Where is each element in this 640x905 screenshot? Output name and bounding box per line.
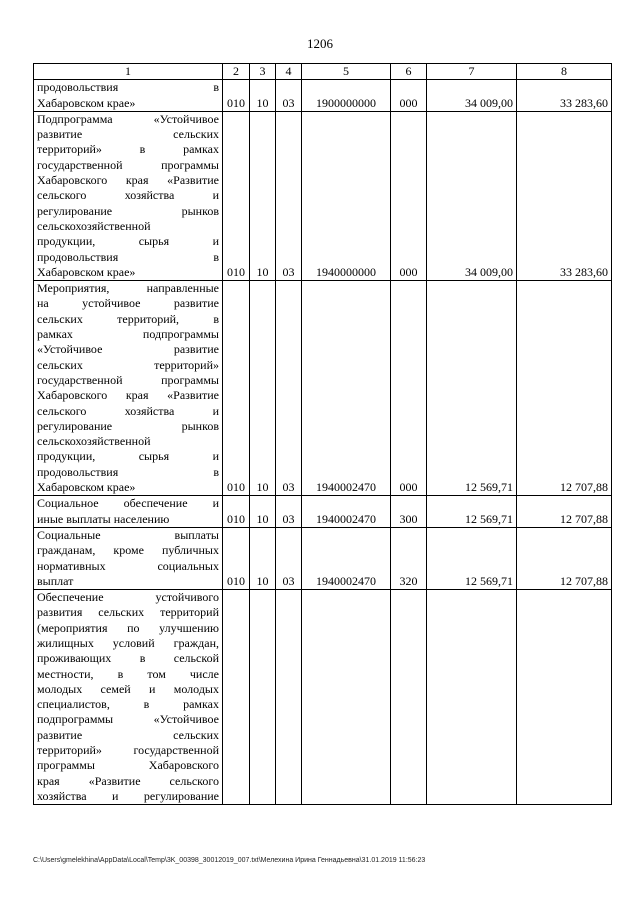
- row-name-cell: [34, 496, 223, 528]
- cell-col5: 1940002470: [302, 527, 391, 589]
- row-name-line: Социальное обеспечение и: [37, 496, 219, 511]
- row-name-line: сельскохозяйственной: [37, 434, 151, 449]
- row-name-line: государственной программы: [37, 157, 219, 172]
- row-name-line: выплат: [37, 573, 74, 588]
- row-name-line: продовольствия в: [37, 464, 219, 479]
- row-name-line: регулирование рынков: [37, 203, 219, 218]
- row-name-line: Хабаровского края «Развитие: [37, 173, 219, 188]
- row-name-line: территорий» в рамках: [37, 142, 219, 157]
- row-name-line: подпрограммы «Устойчивое: [37, 712, 219, 727]
- empty-cell: [250, 590, 276, 805]
- cell-col4: 03: [276, 111, 302, 280]
- cell-col4: 03: [276, 281, 302, 496]
- cell-col5: 1940000000: [302, 111, 391, 280]
- row-name-line: сельских территорий»: [37, 357, 219, 372]
- cell-col6: 320: [391, 527, 427, 589]
- cell-col3: 10: [250, 80, 276, 112]
- cell-col7: 34 009,00: [427, 80, 517, 112]
- row-name-line: Хабаровском крае»: [37, 480, 136, 495]
- table-row-continued: [34, 590, 612, 805]
- cell-col6: 000: [391, 281, 427, 496]
- row-name-line: Хабаровском крае»: [37, 264, 136, 279]
- cell-col7: 12 569,71: [427, 496, 517, 528]
- table-row: [34, 111, 612, 280]
- table-row: [34, 496, 612, 528]
- row-name-line: развития сельских территорий: [37, 605, 219, 620]
- row-name-line: продукции, сырья и: [37, 449, 219, 464]
- header-col-8: 8: [517, 64, 612, 80]
- cell-col8: 33 283,60: [517, 111, 612, 280]
- row-name-line: сельскохозяйственной: [37, 218, 151, 233]
- header-col-3: 3: [250, 64, 276, 80]
- cell-col3: 10: [250, 111, 276, 280]
- cell-col8: 12 707,88: [517, 281, 612, 496]
- header-row: [34, 64, 612, 80]
- empty-cell: [427, 590, 517, 805]
- row-name-line: Социальные выплаты: [37, 527, 219, 542]
- cell-col8: 12 707,88: [517, 527, 612, 589]
- cell-col5: 1940002470: [302, 496, 391, 528]
- header-col-4: 4: [276, 64, 302, 80]
- file-path-footer: C:\Users\gmelekhina\AppData\Local\Temp\3K_00398_30012019_007.txt\Мелехина Ирина Геннадьевна\31.01.2019 11:56:23: [33, 857, 426, 864]
- cell-col7: 34 009,00: [427, 111, 517, 280]
- row-name-line: (мероприятия по улучшению: [37, 620, 219, 635]
- row-name-line: Обеспечение устойчивого: [37, 590, 219, 605]
- empty-cell: [391, 590, 427, 805]
- row-name-line: продовольствия в: [37, 249, 219, 264]
- cell-col5: 1900000000: [302, 80, 391, 112]
- row-name-line: сельского хозяйства и: [37, 188, 219, 203]
- row-name-cell: [34, 527, 223, 589]
- header-col-5: 5: [302, 64, 391, 80]
- table-row: [34, 527, 612, 589]
- header-col-6: 6: [391, 64, 427, 80]
- row-name-line: территорий» государственной: [37, 743, 219, 758]
- row-name-line: сельских территорий, в: [37, 311, 219, 326]
- row-name-line: сельского хозяйства и: [37, 403, 219, 418]
- cell-col2: 010: [223, 111, 250, 280]
- cell-col6: 000: [391, 80, 427, 112]
- row-name-cell: [34, 590, 223, 805]
- cell-col6: 300: [391, 496, 427, 528]
- row-name-line: иные выплаты населению: [37, 511, 170, 526]
- row-name-line: продукции, сырья и: [37, 234, 219, 249]
- cell-col6: 000: [391, 111, 427, 280]
- empty-cell: [276, 590, 302, 805]
- cell-col2: 010: [223, 80, 250, 112]
- row-name-line: государственной программы: [37, 372, 219, 387]
- page-number: 1206: [307, 36, 333, 51]
- row-name-cell: [34, 80, 223, 112]
- cell-col3: 10: [250, 496, 276, 528]
- cell-col2: 010: [223, 527, 250, 589]
- row-name-line: местности, в том числе: [37, 666, 219, 681]
- row-name-line: жилищных условий граждан,: [37, 635, 219, 650]
- header-col-1: 1: [34, 64, 223, 80]
- cell-col4: 03: [276, 527, 302, 589]
- empty-cell: [517, 590, 612, 805]
- row-name-line: рамках подпрограммы: [37, 327, 219, 342]
- row-name-line: молодых семей и молодых: [37, 681, 219, 696]
- empty-cell: [302, 590, 391, 805]
- header-col-7: 7: [427, 64, 517, 80]
- row-name-line: Хабаровского края «Развитие: [37, 388, 219, 403]
- row-name-line: края «Развитие сельского: [37, 773, 219, 788]
- cell-col7: 12 569,71: [427, 527, 517, 589]
- header-col-2: 2: [223, 64, 250, 80]
- row-name-line: «Устойчивое развитие: [37, 342, 219, 357]
- row-name-line: Мероприятия, направленные: [37, 281, 219, 296]
- row-name-line: проживающих в сельской: [37, 651, 219, 666]
- empty-cell: [223, 590, 250, 805]
- row-name-line: хозяйства и регулирование: [37, 788, 219, 803]
- table-row: [34, 80, 612, 112]
- cell-col7: 12 569,71: [427, 281, 517, 496]
- row-name-cell: [34, 111, 223, 280]
- row-name-line: Хабаровском крае»: [37, 95, 136, 110]
- cell-col3: 10: [250, 281, 276, 496]
- row-name-line: продовольствия в: [37, 80, 219, 95]
- cell-col3: 10: [250, 527, 276, 589]
- cell-col5: 1940002470: [302, 281, 391, 496]
- row-name-line: развитие сельских: [37, 127, 219, 142]
- cell-col8: 12 707,88: [517, 496, 612, 528]
- row-name-line: специалистов, в рамках: [37, 697, 219, 712]
- cell-col2: 010: [223, 496, 250, 528]
- budget-table: [33, 63, 612, 805]
- row-name-line: развитие сельских: [37, 727, 219, 742]
- cell-col2: 010: [223, 281, 250, 496]
- row-name-line: на устойчивое развитие: [37, 296, 219, 311]
- row-name-line: гражданам, кроме публичных: [37, 543, 219, 558]
- row-name-line: программы Хабаровского: [37, 758, 219, 773]
- cell-col4: 03: [276, 80, 302, 112]
- row-name-line: нормативных социальных: [37, 558, 219, 573]
- row-name-line: Подпрограмма «Устойчивое: [37, 111, 219, 126]
- row-name-cell: [34, 281, 223, 496]
- row-name-line: регулирование рынков: [37, 418, 219, 433]
- cell-col4: 03: [276, 496, 302, 528]
- cell-col8: 33 283,60: [517, 80, 612, 112]
- table-row: [34, 281, 612, 496]
